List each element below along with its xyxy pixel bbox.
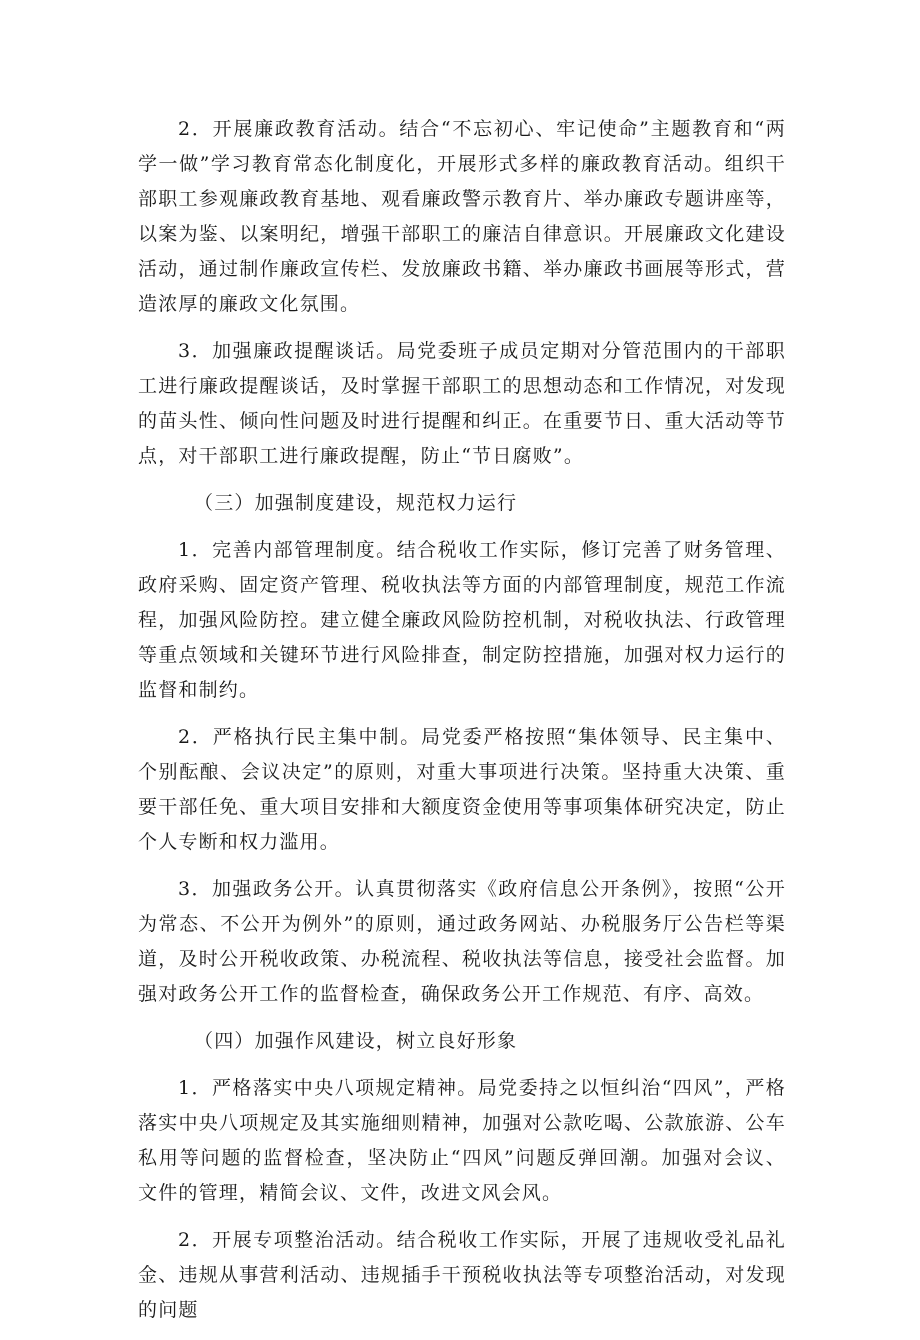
section-heading-work-style: （四）加强作风建设，树立良好形象 <box>194 1030 518 1052</box>
paragraph-democratic-centralism: 2．严格执行民主集中制。局党委严格按照“集体领导、民主集中、个别酝酿、会议决定”的原则，对重大事项进行决策。坚持重大决策、重要干部任免、重大项目安排和大额度资金使用等事项集体研究决定，防止个人专断和权力滥用。 <box>138 726 786 853</box>
section-heading-system-building: （三）加强制度建设，规范权力运行 <box>194 492 518 514</box>
paragraph-eight-point-rules: 1．严格落实中央八项规定精神。局党委持之以恒纠治“四风”，严格落实中央八项规定及其实施细则精神，加强对公款吃喝、公款旅游、公车私用等问题的监督检查，坚决防止“四风”问题反弹回潮。加强对会议、文件的管理，精简会议、文件，改进文风会风。 <box>138 1077 786 1204</box>
paragraph-education-activities: 2．开展廉政教育活动。结合“不忘初心、牢记使命”主题教育和“两学一做”学习教育常态化制度化，开展形式多样的廉政教育活动。组织干部职工参观廉政教育基地、观看廉政警示教育片、举办廉政专题讲座等，以案为鉴、以案明纪，增强干部职工的廉洁自律意识。开展廉政文化建设活动，通过制作廉政宣传栏、发放廉政书籍、举办廉政书画展等形式，营造浓厚的廉政文化氛围。 <box>138 118 786 315</box>
paragraph-government-affairs-openness: 3．加强政务公开。认真贯彻落实《政府信息公开条例》，按照“公开为常态、不公开为例外”的原则，通过政务网站、办税服务厅公告栏等渠道，及时公开税收政策、办税流程、税收执法等信息，接受社会监督。加强对政务公开工作的监督检查，确保政务公开工作规范、有序、高效。 <box>138 878 786 1005</box>
paragraph-internal-management: 1．完善内部管理制度。结合税收工作实际，修订完善了财务管理、政府采购、固定资产管理、税收执法等方面的内部管理制度，规范工作流程，加强风险防控。建立健全廉政风险防控机制，对税收执法、行政管理等重点领域和关键环节进行风险排查，制定防控措施，加强对权力运行的监督和制约。 <box>138 539 786 701</box>
paragraph-special-rectification: 2．开展专项整治活动。结合税收工作实际，开展了违规收受礼品礼金、违规从事营利活动、违规插手干预税收执法等专项整治活动，对发现的问题 <box>138 1229 786 1321</box>
document-body <box>138 112 786 1340</box>
paragraph-reminder-talks: 3．加强廉政提醒谈话。局党委班子成员定期对分管范围内的干部职工进行廉政提醒谈话，及时掌握干部职工的思想动态和工作情况，对发现的苗头性、倾向性问题及时进行提醒和纠正。在重要节日、重大活动等节点，对干部职工进行廉政提醒，防止“节日腐败”。 <box>138 340 786 467</box>
